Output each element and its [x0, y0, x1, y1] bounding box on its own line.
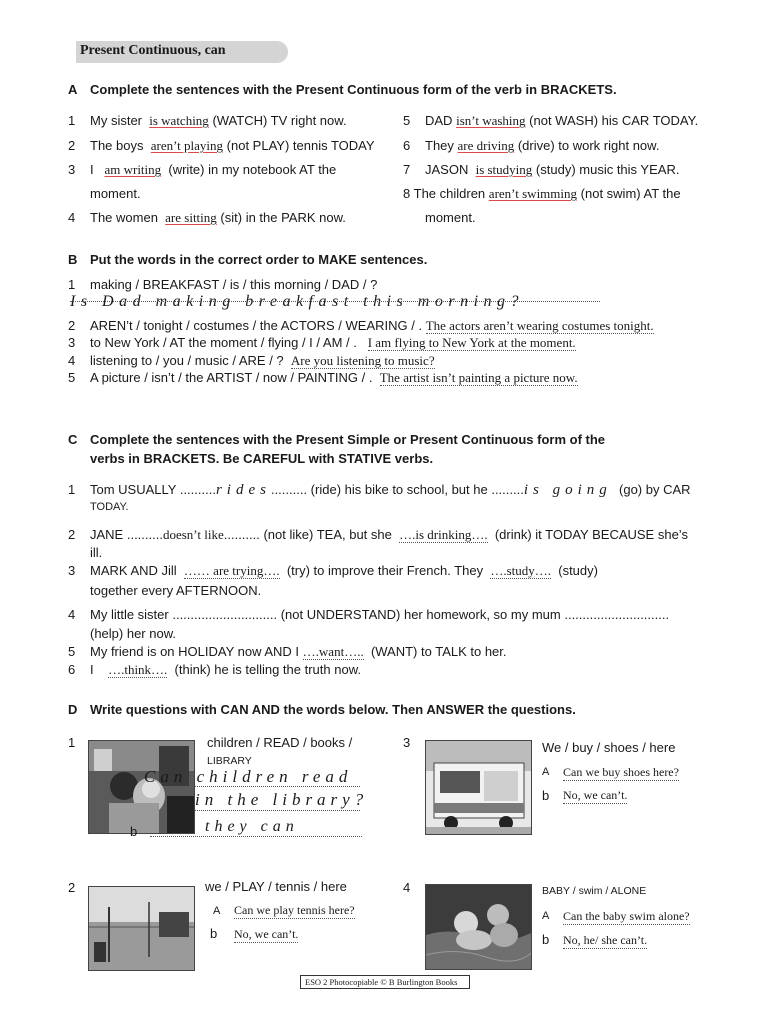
d-item-3-answer: No, we can’t. [563, 788, 628, 802]
a-item-3: 3 I am writing (write) in my notebook AT the [68, 162, 337, 177]
section-c-heading-2: verbs in BRACKETS. Be CAREFUL with STATIVE verbs. [90, 451, 434, 466]
d-item-1-prompt-2: LIBRARY [207, 755, 252, 767]
d-item-2-answer: No, we can’t. [234, 927, 299, 941]
b-item-4: 4 listening to / you / music / ARE / ? Are you listening to music? [68, 353, 435, 368]
c-item-4-cont: (help) her now. [90, 626, 176, 641]
c-item-2: 2 JANE ..........doesn’t like.......... (not like) TEA, but she ….is drinking…. (drink) it TODAY BECAUSE she’s [68, 527, 688, 542]
page-title: Present Continuous, can [80, 43, 226, 58]
food-truck-photo [425, 740, 532, 835]
b-item-1: 1 making / BREAKFAST / is / this morning / DAD / ? [68, 277, 378, 292]
d-item-4-answer: No, he/ she can’t. [563, 933, 648, 947]
d-item-2-question: Can we play tennis here? [234, 903, 355, 917]
section-a-heading: A Complete the sentences with the Present Continuous form of the verb in BRACKETS. [68, 82, 617, 97]
d-item-1-question-2: in the library? [195, 790, 369, 809]
d-item-3-question: Can we buy shoes here? [563, 765, 679, 779]
d-item-4-prompt: BABY / swim / ALONE [542, 885, 647, 897]
footer-copyright: ESO 2 Photocopiable © B Burlington Books [300, 975, 470, 989]
d-item-1-line-3 [150, 836, 362, 837]
tennis-court-photo [88, 886, 195, 971]
a-item-6: 6 They are driving (drive) to work right now. [403, 138, 660, 153]
d-item-1-line-1 [195, 786, 360, 787]
d-item-1-b-label: b [130, 824, 138, 839]
a-item-3-cont: moment. [90, 186, 141, 201]
b-item-5: 5 A picture / isn’t / the ARTIST / now / PAINTING / . The artist isn’t painting a picture now. [68, 370, 578, 385]
d-item-2-number: 2 [68, 880, 76, 895]
a-item-8: 8 The children aren’t swimming (not swim) AT the [403, 186, 681, 201]
d-item-3-number: 3 [403, 735, 411, 750]
children-reading-photo [88, 740, 195, 834]
d-item-1-number: 1 [68, 735, 76, 750]
d-item-4-question: Can the baby swim alone? [563, 909, 690, 923]
baby-swimming-photo [425, 884, 532, 970]
section-d-heading: D Write questions with CAN AND the words below. Then ANSWER the questions. [68, 702, 576, 717]
c-item-6: 6 I ….think…. (think) he is telling the truth now. [68, 662, 361, 677]
d-item-3-prompt: We / buy / shoes / here [542, 740, 676, 755]
d-item-3-b-label: b [542, 788, 550, 803]
c-item-3-cont: together every AFTERNOON. [90, 583, 262, 598]
d-item-2-a-label: A [213, 905, 221, 917]
b-item-3: 3 to New York / AT the moment / flying / I / AM / . I am flying to New York at the moment. [68, 335, 576, 350]
d-item-4-number: 4 [403, 880, 411, 895]
section-b-heading: B Put the words in the correct order to MAKE sentences. [68, 252, 428, 267]
d-item-1-question-1: Can children read [144, 767, 353, 786]
d-item-4-b-label: b [542, 932, 550, 947]
b-item-1-answer: Is Dad making breakfast this morning? [70, 293, 525, 310]
c-item-2-cont: ill. [90, 545, 103, 560]
d-item-1-prompt: children / READ / books / [207, 735, 353, 750]
d-item-1-answer: they can [205, 818, 299, 835]
c-item-4: 4 My little sister ............................. (not UNDERSTAND) her homework, so my mum ............................. [68, 607, 670, 622]
d-item-2-b-label: b [210, 926, 218, 941]
c-item-1: 1 Tom USUALLY ..........rides.......... (ride) his bike to school, but he .........is going (go) by CAR [68, 482, 691, 498]
a-item-7: 7 JASON is studying (study) music this YEAR. [403, 162, 680, 177]
a-item-2: 2 The boys aren’t playing (not PLAY) tennis TODAY [68, 138, 375, 153]
a-item-1: 1 My sister is watching (WATCH) TV right now. [68, 113, 347, 128]
d-item-1-line-2 [195, 810, 360, 811]
section-c-heading: C Complete the sentences with the Present Simple or Present Continuous form of the [68, 432, 606, 447]
a-item-5: 5 DAD isn’t washing (not WASH) his CAR TODAY. [403, 113, 699, 128]
d-item-3-a-label: A [542, 766, 550, 778]
b-item-2: 2 AREN’t / tonight / costumes / the ACTORS / WEARING / . The actors aren’t wearing costumes tonight. [68, 318, 654, 333]
d-item-4-a-label: A [542, 910, 550, 922]
a-item-4: 4 The women are sitting (sit) in the PARK now. [68, 210, 346, 225]
b-item-1-line [70, 301, 600, 302]
c-item-5: 5 My friend is on HOLIDAY now AND I ….want….. (WANT) to TALK to her. [68, 644, 507, 659]
c-item-1-cont: TODAY. [90, 501, 129, 513]
c-item-3: 3 MARK AND Jill …… are trying…. (try) to improve their French. They ….study…. (study) [68, 563, 598, 578]
d-item-2-prompt: we / PLAY / tennis / here [205, 879, 347, 894]
a-item-8-cont: moment. [425, 210, 476, 225]
